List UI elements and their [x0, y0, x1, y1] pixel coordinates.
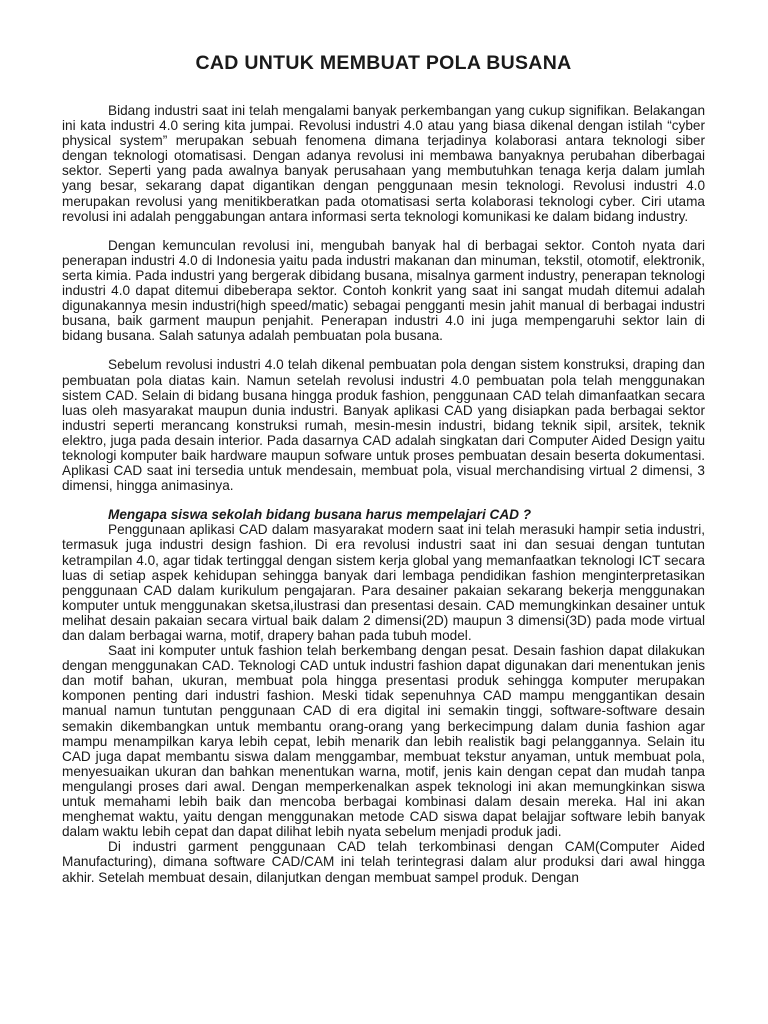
paragraph-penggunaan-aplikasi-cad: Penggunaan aplikasi CAD dalam masyarakat modern saat ini telah merasuki hampir setia industri, termasuk juga industri design fashion. Di era revolusi industri saat ini dan sesuai dengan tuntutan ketrampilan 4.0, agar tidak tertinggal dengan sistem kerja global yang memanfaatkan teknologi ICT secara luas di setiap aspek kehidupan sehingga banyak dari lembaga pendidikan fashion menginterpretasikan penggunaan CAD dalam kurikulum pengajaran. Para desainer pakaian sekarang bekerja menggunakan komputer untuk menggunakan sketsa,ilustrasi dan presentasi desain. CAD memungkinkan desainer untuk melihat desain pakaian secara virtual baik dalam 2 dimensi(2D) maupun 3 dimensi(3D) pada mode virtual dan dalam berbagai warna, motif, drapery bahan pada tubuh model. — [62, 522, 705, 643]
paragraph-industri-4-0: Bidang industri saat ini telah mengalami banyak perkembangan yang cukup signifikan. Belakangan ini kata industri 4.0 sering kita jumpai. Revolusi industri 4.0 atau yang biasa dikenal dengan istilah “cyber physical system” merupakan sebuah fenomena dimana terjadinya kolaborasi antara teknologi siber dengan teknologi otomatisasi. Dengan adanya revolusi ini membawa banyaknya perubahan diberbagai sektor. Seperti yang pada awalnya banyak perusahaan yang membutuhkan tenaga kerja dalam jumlah yang besar, sekarang dapat digantikan dengan penggunaan mesin teknologi. Revolusi industri 4.0 merupakan revolusi yang menitikberatkan pada otomatisasi serta kolaborasi teknologi cyber. Ciri utama revolusi ini adalah penggabungan antara informasi serta teknologi komunikasi ke dalam bidang industry. — [62, 103, 705, 224]
paragraph-sebelum-revolusi: Sebelum revolusi industri 4.0 telah dikenal pembuatan pola dengan sistem konstruksi, draping dan pembuatan pola diatas kain. Namun setelah revolusi industri 4.0 pembuatan pola telah menggunakan sistem CAD. Selain di bidang busana hingga produk fashion, penggunaan CAD telah dimanfaatkan secara luas oleh masyarakat maupun dunia industri. Banyak aplikasi CAD yang disiapkan pada berbagai sektor industri seperti merancang konstruksi rumah, mesin-mesin industri, bidang teknik sipil, arsitek, teknik elektro, juga pada desain interior. Pada dasarnya CAD adalah singkatan dari Computer Aided Design yaitu teknologi komputer baik hardware maupun sofware untuk proses pembuatan desain beserta dokumentasi. Aplikasi CAD saat ini tersedia untuk mendesain, membuat pola, visual merchandising virtual 2 dimensi, 3 dimensi, hingga animasinya. — [62, 357, 705, 494]
paragraph-komputer-fashion: Saat ini komputer untuk fashion telah berkembang dengan pesat. Desain fashion dapat dilakukan dengan menggunakan CAD. Teknologi CAD untuk industri fashion dapat digunakan dari menentukan jenis dan motif bahan, ukuran, membuat pola hingga presentasi produk sehingga komputer merupakan komponen penting dari industri fashion. Meski tidak sepenuhnya CAD mampu menggantikan desain manual namun tuntutan penggunaan CAD di era digital ini semakin tinggi, software-software desain semakin dikembangkan untuk membantu orang-orang yang berkecimpung dalam dunia fashion agar mampu menampilkan karya lebih cepat, lebih menarik dan lebih realistik bagi pelanggannya. Selain itu CAD juga dapat membantu siswa dalam menggambar, membuat tekstur anyaman, untuk membuat pola, menyesuaikan ukuran dan bahkan menentukan warna, motif, jenis kain dengan cepat dan mudah tanpa mengulangi proses dari awal. Dengan memperkenalkan aspek teknologi ini akan memungkinkan siswa untuk memahami lebih baik dan mencoba berbagai kombinasi dalam desain mereka. Hal ini akan menghemat waktu, yaitu dengan menggunakan metode CAD siswa dapat belajjar software lebih banyak dalam waktu lebih cepat dan dapat dilihat lebih nyata sebelum menjadi produk jadi. — [62, 643, 705, 840]
section-heading: Mengapa siswa sekolah bidang busana harus mempelajari CAD ? — [108, 507, 532, 523]
paragraph-industri-garment: Di industri garment penggunaan CAD telah terkombinasi dengan CAM(Computer Aided Manufacturing), dimana software CAD/CAM ini telah terintegrasi dalam alur produksi dari awal hingga akhir. Setelah membuat desain, dilanjutkan dengan membuat sampel produk. Dengan — [62, 839, 705, 885]
paragraph-kemunculan-revolusi: Dengan kemunculan revolusi ini, mengubah banyak hal di berbagai sektor. Contoh nyata dari penerapan industri 4.0 di Indonesia yaitu pada industri makanan dan minuman, tekstil, otomotif, elektronik, serta kimia. Pada industri yang bergerak dibidang busana, misalnya garment industry, penerapan teknologi industri 4.0 dapat ditemui dibeberapa sektor. Contoh konkrit yang saat ini sangat mudah ditemui adalah digunakannya mesin industri(high speed/matic) sebagai pengganti mesin jahit manual di berbagai industri busana, baik garment maupun penjahit. Penerapan industri 4.0 ini juga mempengaruhi sektor lain di bidang busana. Salah satunya adalah pembuatan pola busana. — [62, 237, 705, 344]
document-title: CAD UNTUK MEMBUAT POLA BUSANA — [195, 52, 572, 74]
document-page — [62, 50, 705, 885]
